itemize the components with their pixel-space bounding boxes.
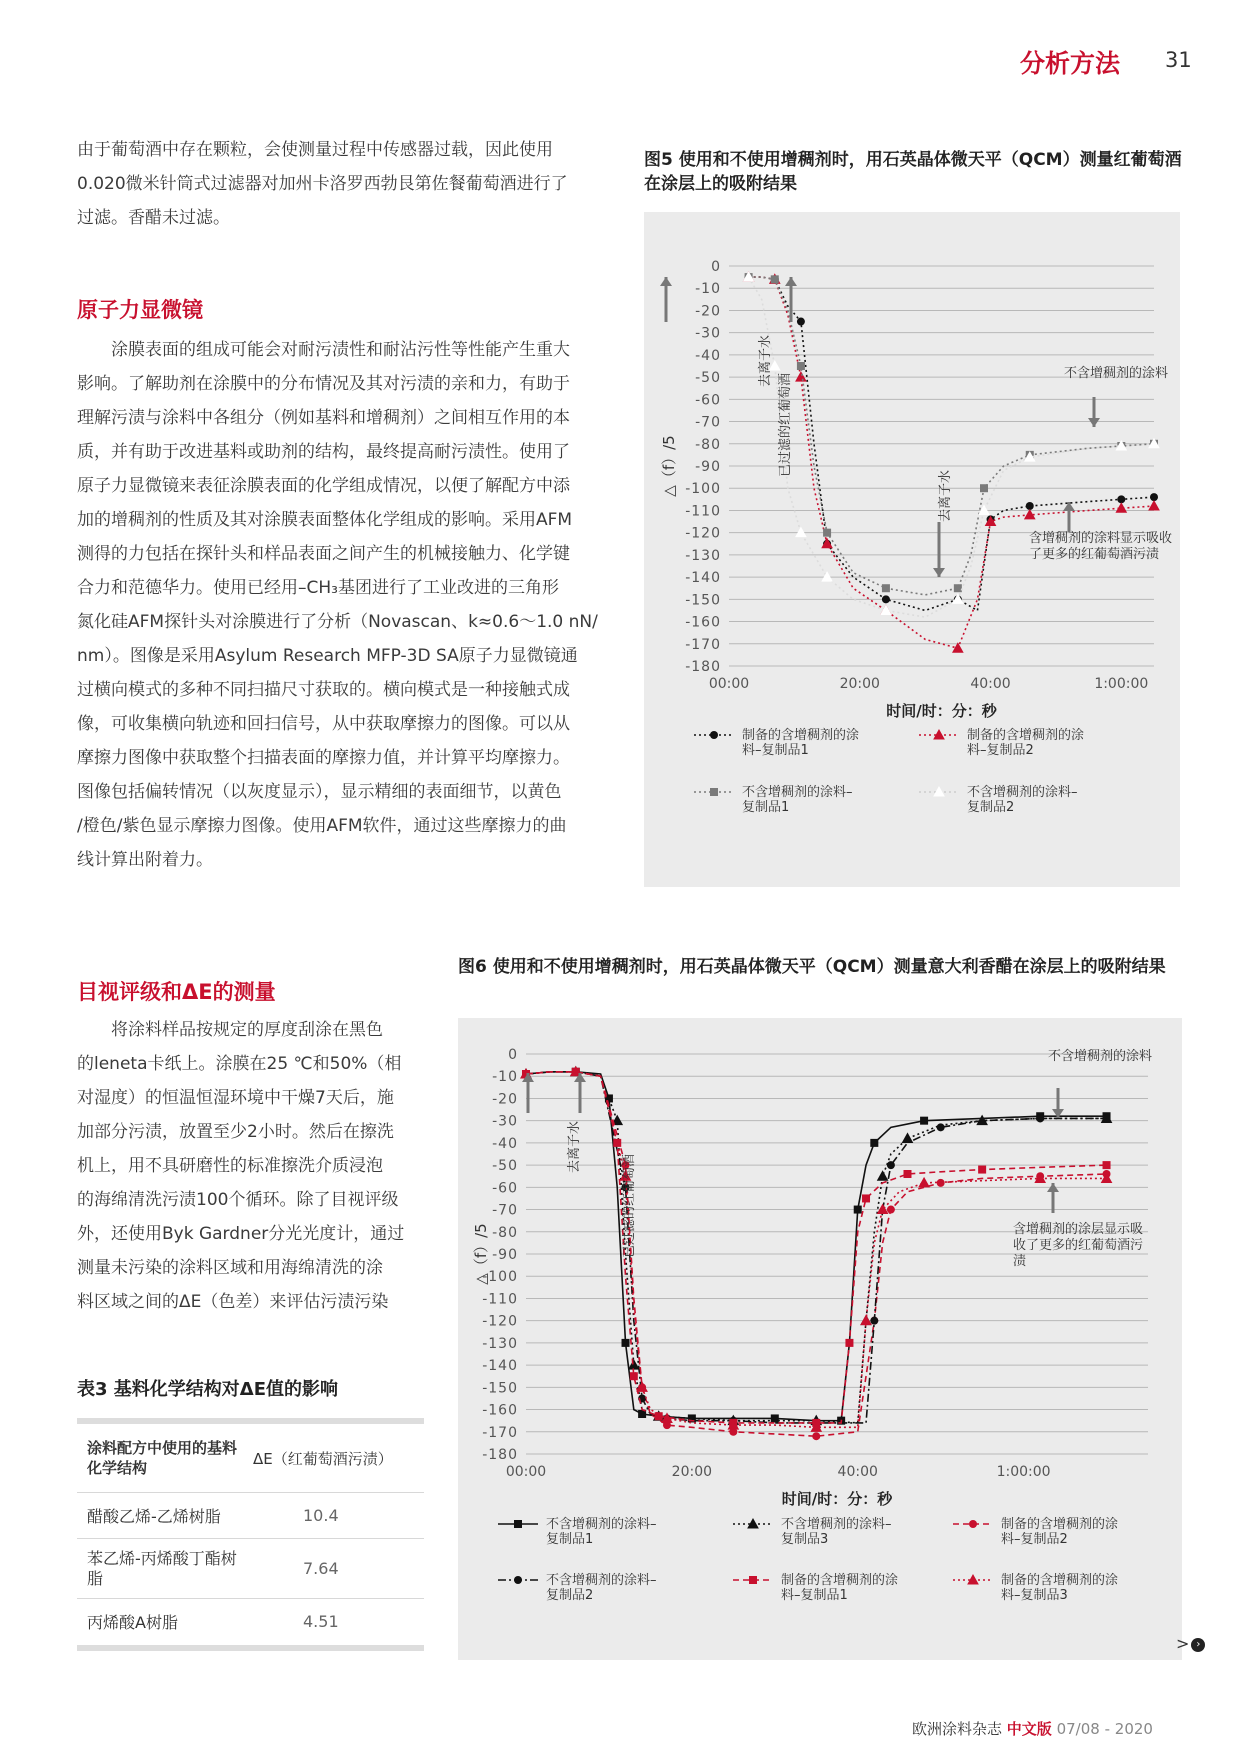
x-tick-label: 20:00 [839,676,880,692]
annotation-arrowhead [933,568,945,577]
text-line: 摩擦力图像中获取整个扫描表面的摩擦力值，并计算平均摩擦力。 [77,748,570,768]
series-4 [744,272,1159,617]
text-line: 测量未污染的涂料区域和用海绵清洗的涂 [77,1258,383,1278]
y-tick-label: -30 [492,1113,518,1130]
y-tick-label: -20 [695,303,721,320]
data-point [903,1170,911,1178]
table-cell: 4.51 [303,1612,339,1632]
text-line: 的leneta卡纸上。涂膜在25 ℃和50%（相 [77,1054,402,1074]
y-tick-label: -70 [492,1202,518,1219]
data-point [797,318,805,326]
legend-label: 不含增稠剂的涂料– [967,785,1078,800]
y-tick-label: -160 [685,614,721,631]
data-point [920,1117,928,1125]
annotation-label: 不含增稠剂的涂料 [1048,1049,1153,1064]
legend-label: 复制品1 [546,1532,594,1547]
data-point [902,1133,912,1142]
fig6-svg [458,1018,1182,1660]
data-point [771,275,779,283]
data-point [1036,1114,1044,1122]
legend-marker [514,1520,522,1528]
page-number: 31 [1165,48,1192,72]
text-line: 测得的力包括在探针头和样品表面之间产生的机械接触力、化学键 [77,544,570,564]
data-point [881,605,891,614]
next-symbol: > [1176,1634,1190,1653]
text-line: 质，并有助于改进基料或助剂的结构，最终提高耐污渍性。使用了 [77,442,570,462]
data-point [861,1316,871,1325]
data-point [954,584,962,592]
annotation-label: 去离子水 [758,334,773,387]
data-point [878,1171,888,1180]
y-tick-label: -180 [685,659,721,675]
annotation-arrowhead [1088,418,1100,427]
legend-marker [710,731,718,739]
series-line [749,277,1154,617]
legend-label: 复制品2 [546,1588,594,1603]
y-tick-label: -80 [492,1224,518,1241]
y-tick-label: -70 [695,414,721,431]
y-tick-label: -150 [685,592,721,609]
legend-label: 制备的含增稠剂的涂 [1001,1517,1119,1532]
y-tick-label: -110 [482,1291,518,1308]
next-page-indicator[interactable] [1176,1634,1205,1653]
figure5-chart [644,212,1180,887]
annotation-arrowhead [785,277,797,286]
table-cell: 丙烯酸A树脂 [87,1613,178,1633]
data-point [870,1317,878,1325]
legend-label: 制备的含增稠剂的涂 [1001,1573,1119,1588]
y-tick-label: -10 [695,281,721,298]
annotation-label: 含增稠剂的涂层显示吸 [1013,1222,1144,1237]
data-point [1117,495,1125,503]
data-point [870,1139,878,1147]
data-point [1103,1114,1111,1122]
data-point [622,1339,630,1347]
table-cell: 苯乙烯-丙烯酸丁酯树脂 [77,1539,247,1599]
legend-item [733,1572,898,1603]
y-tick-label: -180 [482,1447,518,1463]
legend-label: 复制品3 [781,1532,829,1547]
data-point [887,1161,895,1169]
text-line: 料区域之间的ΔE（色差）来评估污渍污染 [77,1292,389,1312]
legend-marker [710,788,718,796]
data-point [845,1339,853,1347]
data-point [1103,1161,1111,1169]
table-header-row [77,1424,424,1493]
data-point [1026,502,1034,510]
y-tick-label: -140 [685,570,721,587]
table-cell: 10.4 [247,1493,424,1539]
y-tick-label: -40 [695,347,721,364]
data-point [882,584,890,592]
text-line: 加部分污渍，放置至少2小时。然后在擦洗 [77,1122,394,1142]
legend-item [919,784,1078,815]
x-axis-label: 时间/时：分：秒 [886,702,997,720]
annotation-label: 去离子水 [938,469,953,522]
legend-marker [514,1576,522,1584]
table-header-cell: 涂料配方中使用的基料化学结构 [77,1424,247,1493]
y-tick-label: -110 [685,503,721,520]
figure5-caption: 图5 使用和不使用增稠剂时，用石英晶体微天平（QCM）测量红葡萄酒在涂层上的吸附结果 [644,150,1182,194]
legend-label: 料–复制品1 [742,743,809,758]
text-line: 过横向模式的多种不同扫描尺寸获取的。横向模式是一种接触式成 [77,680,570,700]
data-point [812,1432,820,1440]
legend-label: 料–复制品2 [1001,1532,1068,1547]
data-point [822,572,832,581]
legend-label: 制备的含增稠剂的涂 [742,728,860,743]
legend-item [953,1516,1118,1547]
text-line: 氮化硅AFM探针头对涂膜进行了分析（Novascan、k≈0.6～1.0 nN/ [77,612,598,632]
afm-paragraph [77,333,617,877]
legend-item [733,1516,892,1547]
footer [912,1718,1153,1739]
x-tick-label: 20:00 [671,1464,713,1480]
y-tick-label: -170 [482,1424,518,1441]
journal-issue: 07/08 - 2020 [1056,1720,1153,1738]
y-tick-label: -60 [492,1180,518,1197]
x-axis-label: 时间/时：分：秒 [781,1490,893,1508]
table3 [77,1418,424,1651]
y-tick-label: -130 [685,547,721,564]
text-line: nm）。图像是采用Asylum Research MFP-3D SA原子力显微镜通 [77,646,578,666]
legend-item [498,1572,657,1603]
text-line: 的海绵清洗污渍100个循环。除了目视评级 [77,1190,399,1210]
journal-edition: 中文版 [1006,1720,1052,1738]
data-point [796,528,806,537]
afm-heading: 原子力显微镜 [77,298,203,322]
y-tick-label: -150 [482,1380,518,1397]
text-line: 对湿度）的恒温恒湿环境中干燥7天后，施 [77,1088,394,1108]
legend-label: 复制品1 [742,800,790,815]
text-line: 过滤。香醋未过滤。 [77,208,230,228]
annotation-label: 收了更多的红葡萄酒污 [1013,1238,1144,1253]
annotation-arrowhead [1063,502,1075,511]
text-line: 像，可收集横向轨迹和回扫信号，从中获取摩擦力的图像。可以从 [77,714,570,734]
x-tick-label: 1:00:00 [996,1464,1051,1480]
data-point [1149,501,1159,510]
y-tick-label: -100 [685,481,721,498]
legend-label: 不含增稠剂的涂料– [546,1573,657,1588]
text-line: 加的增稠剂的性质及其对涂膜表面整体化学组成的影响。采用AFM [77,510,573,530]
data-point [797,362,805,370]
text-line: 外，还使用Byk Gardner分光光度计，通过 [77,1224,405,1244]
legend-marker [969,1520,977,1528]
data-point [878,1205,888,1214]
x-tick-label: 00:00 [505,1464,547,1480]
y-tick-label: -90 [492,1247,518,1263]
text-line: 理解污渍与涂料中各组分（例如基料和增稠剂）之间相互作用的本 [77,408,570,428]
table-header-cell: ΔE（红葡萄酒污渍） [247,1424,424,1493]
y-tick-label: 0 [508,1047,518,1063]
y-axis-label: △（f）/5 [472,1223,490,1285]
x-tick-label: 00:00 [708,676,750,692]
data-point [980,484,988,492]
data-point [882,595,890,603]
legend-label: 料–复制品1 [781,1588,848,1603]
legend-marker [749,1576,757,1584]
legend-label: 不含增稠剂的涂料– [742,785,853,800]
annotation-label: 了更多的红葡萄酒污渍 [1029,547,1160,562]
y-tick-label: -60 [695,392,721,409]
y-tick-label: -10 [492,1069,518,1086]
annotation-arrowhead [660,277,672,286]
legend-label: 复制品2 [967,800,1015,815]
text-line: 影响。了解助剂在涂膜中的分布情况及其对污渍的亲和力，有助于 [77,374,570,394]
y-tick-label: -100 [482,1269,518,1286]
table-row [77,1493,424,1539]
data-point [1150,493,1158,501]
y-axis-label: △（f）/5 [660,435,678,497]
data-point [919,1178,929,1187]
y-tick-label: -160 [482,1402,518,1419]
y-tick-label: -50 [695,370,721,387]
text-line: 将涂料样品按规定的厚度刮涂在黑色 [77,1020,383,1040]
figure6-caption: 图6 使用和不使用增稠剂时，用石英晶体微天平（QCM）测量意大利香醋在涂层上的吸附结果 [458,957,1166,977]
y-tick-label: 0 [711,259,721,275]
text-line: 机上，用不具研磨性的标准擦洗介质浸泡 [77,1156,383,1176]
data-point [937,1123,945,1131]
text-line: 由于葡萄酒中存在颗粒，会使测量过程中传感器过载，因此使用 [77,140,553,160]
y-tick-label: -120 [482,1313,518,1330]
annotation-label: 已过滤的红葡萄酒 [622,1153,637,1258]
y-tick-label: -170 [685,636,721,653]
data-point [823,529,831,537]
legend-item [694,784,853,815]
data-point [854,1206,862,1214]
section-title: 分析方法 [1020,49,1121,78]
data-point [978,1166,986,1174]
text-line: 线计算出附着力。 [77,850,213,870]
text-line: 图像包括偏转情况（以灰度显示），显示精细的表面细节，以黄色 [77,782,562,802]
annotation-label: 去离子水 [567,1120,582,1173]
data-point [629,1360,639,1369]
legend-item [953,1572,1118,1603]
y-tick-label: -20 [492,1091,518,1108]
y-tick-label: -80 [695,436,721,453]
figure6-chart [458,1018,1182,1660]
annotation-label: 不含增稠剂的涂料 [1064,366,1169,381]
table-row [77,1599,424,1645]
table3-caption: 表3 基料化学结构对ΔE值的影响 [77,1379,339,1400]
annotation-label: 已过滤的红葡萄酒 [778,372,793,477]
fig5-svg [644,212,1180,887]
y-tick-label: -120 [685,525,721,542]
y-tick-label: -140 [482,1358,518,1375]
legend-label: 制备的含增稠剂的涂 [967,728,1085,743]
data-point [887,1206,895,1214]
intro-paragraph [77,133,612,235]
legend-label: 不含增稠剂的涂料– [781,1517,892,1532]
x-tick-label: 40:00 [970,676,1011,692]
y-tick-label: -40 [492,1135,518,1152]
text-line: 涂膜表面的组成可能会对耐污渍性和耐沾污性等性能产生重大 [77,340,570,360]
annotation-label: 渍 [1013,1254,1027,1269]
text-line: 0.020微米针筒式过滤器对加州卡洛罗西勃艮第佐餐葡萄酒进行了 [77,174,568,194]
x-tick-label: 1:00:00 [1094,676,1149,692]
data-point [630,1372,638,1380]
legend-item [919,727,1084,758]
annotation-label: 含增稠剂的涂料显示吸收 [1029,531,1173,546]
x-tick-label: 40:00 [837,1464,878,1480]
table-cell: 醋酸乙烯-乙烯树脂 [77,1493,247,1539]
table-row [77,1539,424,1599]
table-cell: 7.64 [247,1539,424,1599]
legend-item [498,1516,657,1547]
y-tick-label: -90 [695,459,721,475]
legend-label: 料–复制品3 [1001,1588,1068,1603]
y-tick-label: -30 [695,325,721,342]
legend-item [694,727,859,758]
y-tick-label: -130 [482,1335,518,1352]
legend-label: 料–复制品2 [967,743,1034,758]
next-arrow-icon[interactable]: › [1191,1638,1205,1652]
legend-label: 不含增稠剂的涂料– [546,1517,657,1532]
text-line: 原子力显微镜来表征涂膜表面的化学组成情况，以便了解配方中添 [77,476,570,496]
y-tick-label: -50 [492,1158,518,1175]
data-point [862,1194,870,1202]
series-2 [744,272,1159,652]
text-line: 合力和范德华力。使用已经用–CH₃基团进行了工业改进的三角形 [77,578,559,598]
journal-name: 欧洲涂料杂志 [912,1720,1003,1738]
text-line: /橙色/紫色显示摩擦力图像。使用AFM软件，通过这些摩擦力的曲 [77,816,567,836]
visual-heading: 目视评级和ΔE的测量 [77,980,276,1004]
visual-paragraph [77,1013,430,1319]
legend-label: 制备的含增稠剂的涂 [781,1573,899,1588]
